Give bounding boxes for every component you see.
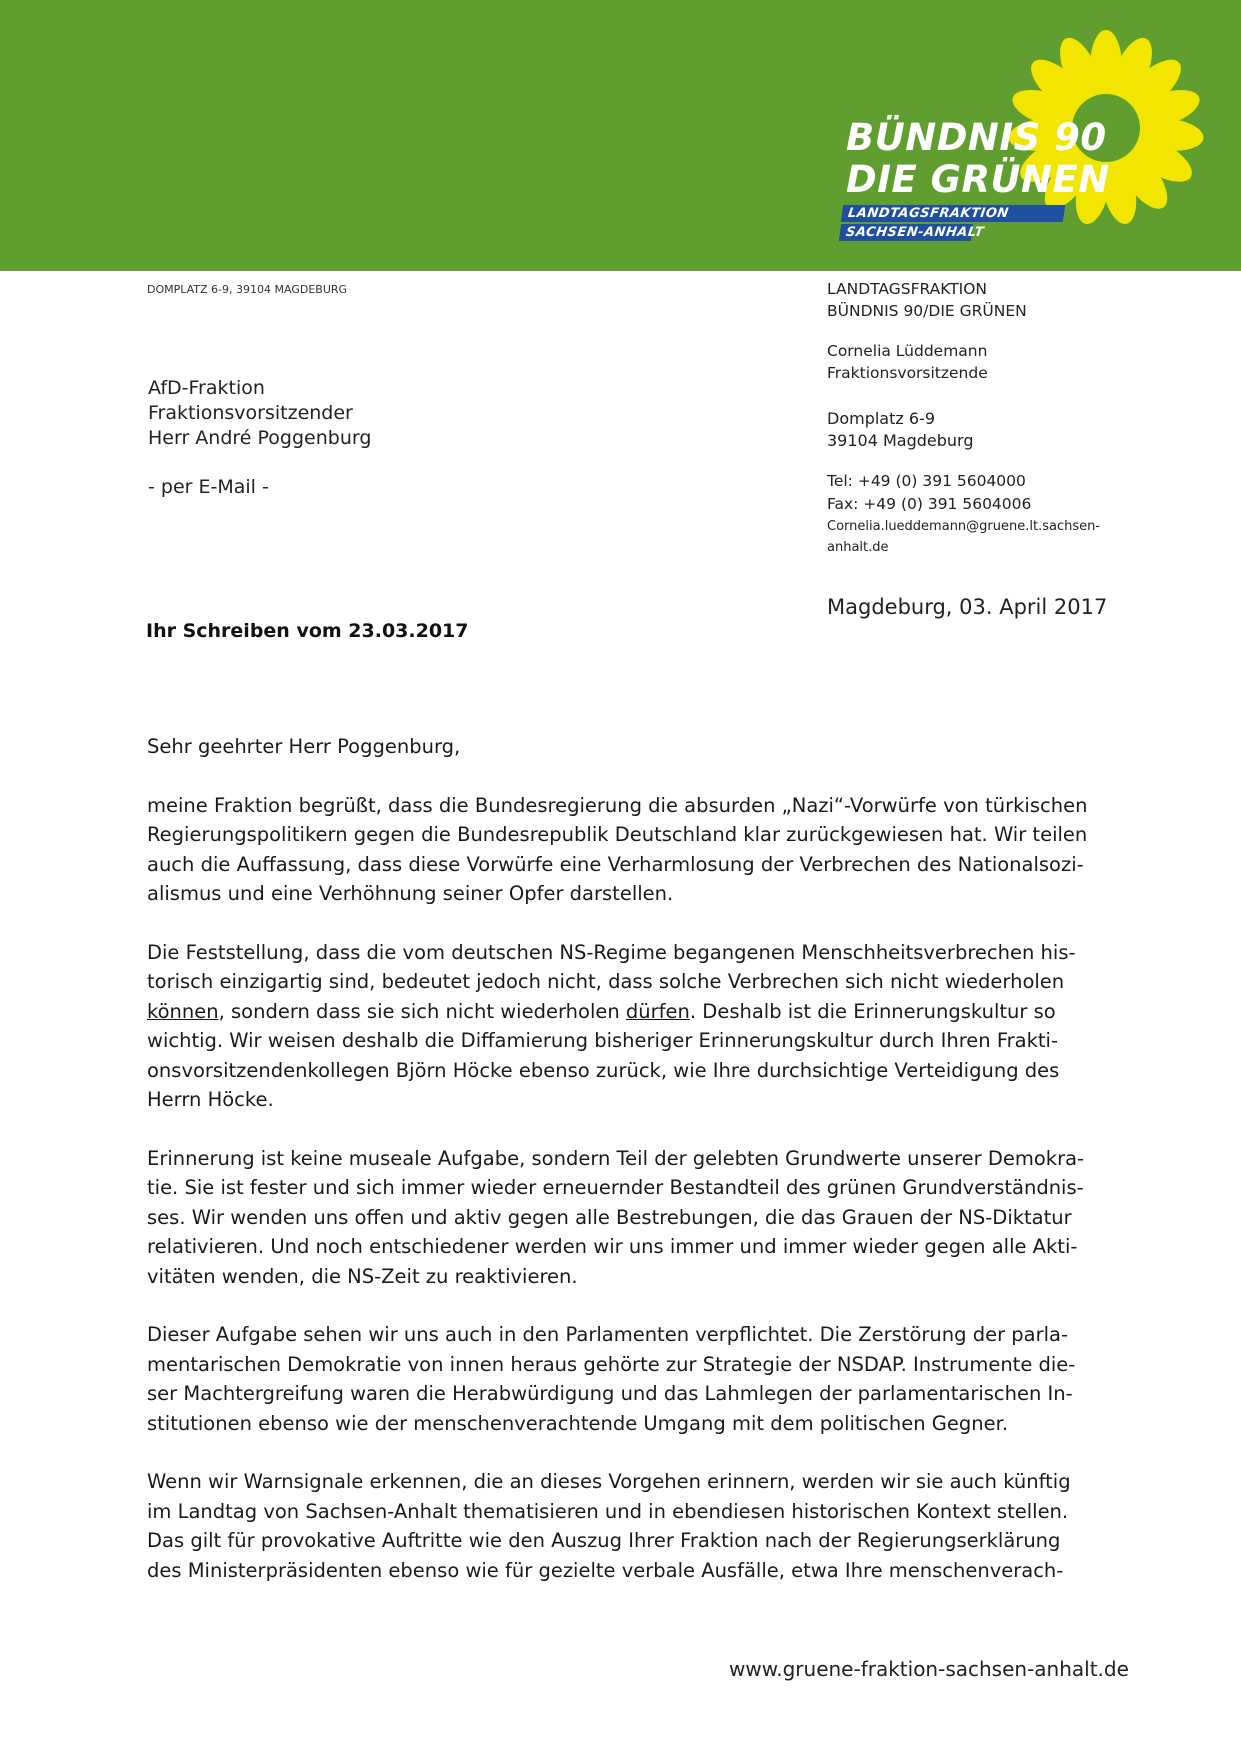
- fax: Fax: +49 (0) 391 5604006: [827, 495, 1032, 513]
- salutation: [147, 732, 1097, 762]
- sender-name: Cornelia Lüddemann: [827, 342, 988, 360]
- recipient-line: Fraktionsvorsitzender: [148, 402, 353, 424]
- text-line: Herrn Höcke.: [147, 1088, 274, 1111]
- text-line: Die Feststellung, dass die vom deutschen NS-Regime begangenen Menschheitsverbrechen his-: [147, 940, 1076, 964]
- recipient-address: [148, 376, 371, 451]
- text-line: meine Fraktion begrüßt, dass die Bundesregierung die absurden „Nazi“-Vorwürfe von türkischen: [147, 793, 1088, 817]
- paragraph-1: [147, 791, 1097, 909]
- text-line: im Landtag von Sachsen-Anhalt thematisieren und in ebendiesen historischen Kontext stellen.: [147, 1499, 1069, 1523]
- text-line: [147, 997, 1097, 1027]
- paragraph-2: [147, 938, 1097, 1115]
- email-line: Cornelia.lueddemann@gruene.lt.sachsen-: [827, 519, 1101, 534]
- org-line: BÜNDNIS 90/DIE GRÜNEN: [827, 302, 1027, 320]
- text-line: Sehr geehrter Herr Poggenburg,: [147, 735, 461, 758]
- sender-role: Fraktionsvorsitzende: [827, 364, 988, 382]
- text-fragment: , sondern dass sie sich nicht wiederholen: [218, 999, 626, 1023]
- text-line: alismus und eine Verhöhnung seiner Opfer darstellen.: [147, 882, 674, 905]
- email-line: anhalt.de: [827, 540, 889, 555]
- footer-website-link[interactable]: www.gruene-fraktion-sachsen-anhalt.de: [729, 1657, 1129, 1681]
- org-line: LANDTAGSFRAKTION: [827, 280, 988, 298]
- text-line: onsvorsitzendenkollegen Björn Höcke ebenso zurück, wie Ihre durchsichtige Verteidigung des: [147, 1058, 1060, 1082]
- logo-text-line2: DIE GRÜNEN: [846, 158, 1110, 201]
- logo-subtitle-bar2: SACHSEN-ANHALT: [839, 224, 973, 241]
- letterhead-info: [827, 278, 1127, 558]
- logo-text-line1: BÜNDNIS 90: [846, 116, 1107, 159]
- email-link[interactable]: [827, 516, 1127, 558]
- paragraph-4: [147, 1320, 1097, 1438]
- sender-return-address: DOMPLATZ 6-9, 39104 MAGDEBURG: [147, 283, 348, 296]
- phone: Tel: +49 (0) 391 5604000: [827, 472, 1026, 490]
- sender-address: [827, 408, 1127, 452]
- city: 39104 Magdeburg: [827, 431, 974, 450]
- letter-date: Magdeburg, 03. April 2017: [827, 595, 1108, 619]
- text-line: mentarischen Demokratie von innen heraus gehörte zur Strategie der NSDAP. Instrumente die-: [147, 1352, 1076, 1376]
- party-logo: [836, 28, 1196, 248]
- text-line: vitäten wenden, die NS-Zeit zu reaktivieren.: [147, 1264, 578, 1288]
- underlined-word: dürfen: [625, 999, 690, 1023]
- underlined-word: können: [147, 999, 219, 1023]
- recipient-line: Herr André Poggenburg: [148, 427, 372, 449]
- text-line: Dieser Aufgabe sehen wir uns auch in den Parlamenten verpflichtet. Die Zerstörung der parla-: [147, 1323, 1069, 1346]
- text-line: Wenn wir Warnsignale erkennen, die an dieses Vorgehen erinnern, werden wir sie auch künftig: [147, 1470, 1071, 1493]
- text-line: stitutionen ebenso wie der menschenverachtende Umgang mit dem politischen Gegner.: [147, 1411, 1009, 1435]
- header-banner: [0, 0, 1241, 271]
- text-line: auch die Auffassung, dass diese Vorwürfe eine Verharmlosung der Verbrechen des Nationalsozi-: [147, 852, 1084, 876]
- text-line: relativieren. Und noch entschiedener werden wir uns immer und immer wieder gegen alle Akti-: [147, 1235, 1078, 1258]
- text-line: des Ministerpräsidenten ebenso wie für gezielte verbale Ausfälle, etwa Ihre menschenverach-: [147, 1558, 1064, 1582]
- text-line: tie. Sie ist fester und sich immer wieder erneuernder Bestandteil des grünen Grundverständnis-: [147, 1176, 1084, 1199]
- recipient-line: AfD-Fraktion: [148, 377, 265, 399]
- text-line: wichtig. Wir weisen deshalb die Diffamierung bisheriger Erinnerungskultur durch Ihren Frakti-: [147, 1029, 1058, 1052]
- logo-subtitle-bar1: LANDTAGSFRAKTION: [841, 205, 1065, 222]
- paragraph-5: [147, 1467, 1097, 1585]
- text-line: Regierungspolitikern gegen die Bundesrepublik Deutschland klar zurückgewiesen hat. Wir teilen: [147, 823, 1088, 846]
- text-line: Das gilt für provokative Auftritte wie den Auszug Ihrer Fraktion nach der Regierungserklärung: [147, 1529, 1061, 1552]
- text-line: ser Machtergreifung waren die Herabwürdigung und das Lahmlegen der parlamentarischen In-: [147, 1382, 1073, 1405]
- paragraph-3: [147, 1144, 1097, 1292]
- sender-person: [827, 340, 1127, 384]
- street: Domplatz 6-9: [827, 409, 935, 428]
- letter-body: [147, 732, 1097, 1614]
- text-line: ses. Wir wenden uns offen und aktiv gegen alle Bestrebungen, die das Grauen der NS-Diktatur: [147, 1205, 1072, 1229]
- text-fragment: . Deshalb ist die Erinnerungskultur so: [689, 999, 1056, 1023]
- delivery-note: - per E-Mail -: [148, 476, 269, 498]
- subject-line: Ihr Schreiben vom 23.03.2017: [146, 620, 469, 642]
- text-line: torisch einzigartig sind, bedeutet jedoch nicht, dass solche Verbrechen sich nicht wiederholen: [147, 970, 1065, 993]
- text-line: Erinnerung ist keine museale Aufgabe, sondern Teil der gelebten Grundwerte unserer Demokra-: [147, 1146, 1085, 1170]
- organization-name: [827, 278, 1127, 322]
- contact-info: [827, 470, 1127, 558]
